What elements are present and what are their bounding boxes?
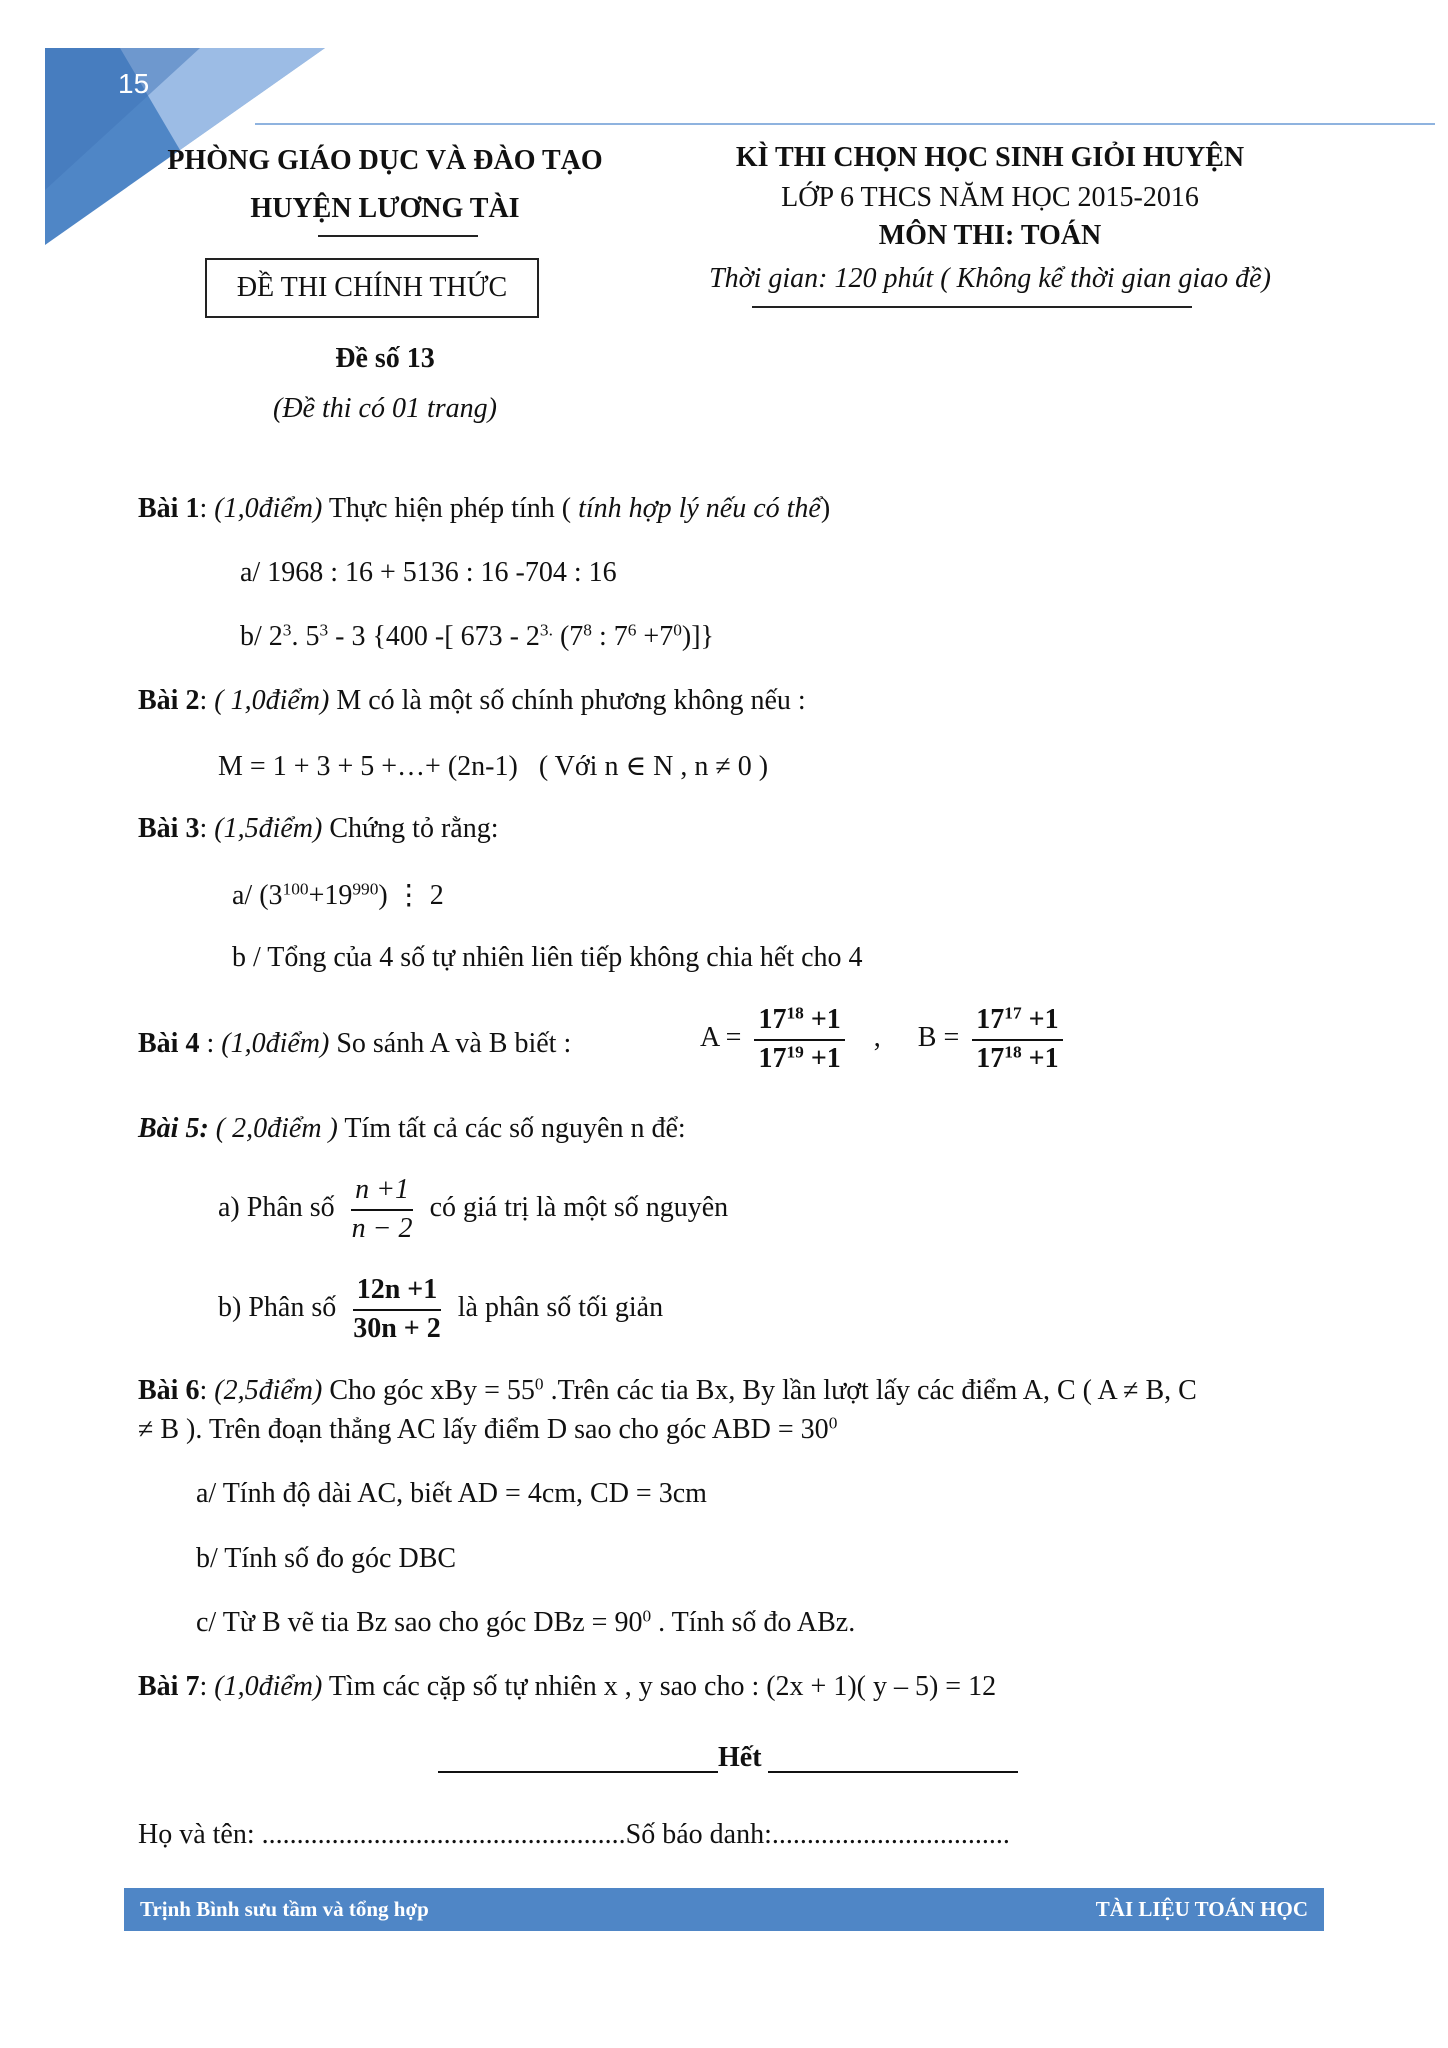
comma: , — [873, 1022, 881, 1054]
A-fraction — [754, 1005, 844, 1075]
end-label: Hết — [718, 1742, 762, 1773]
exponent: 3 — [319, 620, 329, 640]
exponent: 3 — [282, 620, 292, 640]
B-label: B = — [917, 1022, 960, 1054]
problem-2: Bài 2: ( 1,0điểm) M có là một số chính phương không nếu : — [138, 685, 806, 716]
grade-year: LỚP 6 THCS NĂM HỌC 2015-2016 — [781, 182, 1199, 213]
problem-7-label: Bài 7 — [138, 1671, 200, 1702]
text-run: b) Phân số — [218, 1292, 337, 1324]
problem-6-points: (2,5điểm) — [214, 1375, 323, 1406]
fraction-A — [700, 1005, 1069, 1075]
problem-4-label: Bài 4 — [138, 1028, 200, 1059]
exponent: 100 — [282, 879, 309, 899]
text-run: . Tính số đo ABz. — [651, 1607, 856, 1638]
time-underline — [752, 306, 1192, 308]
problem-4: Bài 4 : (1,0điểm) So sánh A và B biết : — [138, 1028, 572, 1059]
fraction-5a — [348, 1175, 417, 1245]
A-denominator — [754, 1041, 844, 1075]
problem-3-points: (1,5điểm) — [214, 813, 323, 844]
A-label: A = — [700, 1022, 742, 1054]
exponent: 990 — [352, 879, 379, 899]
problem-5a — [218, 1175, 728, 1245]
department-name: PHÒNG GIÁO DỤC VÀ ĐÀO TẠO — [167, 145, 603, 176]
text-run: là phân số tối giản — [457, 1292, 664, 1324]
text-run: +19 — [308, 880, 353, 911]
problem-3: Bài 3: (1,5điểm) Chứng tỏ rằng: — [138, 813, 499, 844]
rest: +1 — [803, 1042, 841, 1074]
denominator: n − 2 — [351, 1212, 413, 1244]
base: 17 — [758, 1042, 787, 1074]
exponent: 0 — [828, 1413, 838, 1433]
problem-6: Bài 6: (2,5điểm) Cho góc xBy = $55^0$ .Trên các tia Bx, By lần lượt lấy các điểm A, C ( A ≠ B, C — [138, 1374, 1197, 1406]
problem-4-points: (1,0điểm) — [221, 1028, 330, 1059]
exponent: 0 — [642, 1606, 652, 1626]
problem-1-label: Bài 1 — [138, 493, 200, 524]
rest: +1 — [1021, 1042, 1059, 1074]
problem-3-text: Chứng tỏ rằng: — [329, 813, 499, 844]
district-name: HUYỆN LƯƠNG TÀI — [250, 193, 520, 224]
problem-1-note: tính hợp lý nếu có thể — [578, 493, 821, 524]
official-exam-box — [205, 258, 539, 318]
end-rule-left — [438, 1771, 718, 1773]
B-numerator — [972, 1005, 1062, 1041]
exponent: 19 — [786, 1042, 804, 1062]
B-denominator — [972, 1041, 1062, 1075]
problem-1-close: ) — [820, 493, 831, 524]
rest: +1 — [803, 1004, 841, 1035]
problem-5b — [218, 1275, 663, 1345]
problem-1: Bài 1: (1,0điểm) Thực hiện phép tính ( tính hợp lý nếu có thể) — [138, 493, 831, 524]
problem-1a: a/ 1968 : 16 + 5136 : 16 -704 : 16 — [240, 557, 617, 588]
footer-brand: TÀI LIỆU TOÁN HỌC — [1095, 1897, 1308, 1921]
base: 17 — [758, 1004, 787, 1035]
text-run: Cho góc xBy = 55 — [329, 1375, 535, 1406]
pages-note: (Đề thi có 01 trang) — [273, 393, 497, 424]
problem-6-line2 — [138, 1414, 837, 1446]
exam-title: KÌ THI CHỌN HỌC SINH GIỎI HUYỆN — [735, 142, 1245, 173]
B-fraction — [972, 1005, 1062, 1075]
text-run: )]} — [681, 621, 714, 652]
problem-2-points: ( 1,0điểm) — [214, 685, 330, 716]
problem-2-text: M có là một số chính phương không nếu : — [336, 685, 806, 716]
problem-1-points: (1,0điểm) — [214, 493, 323, 524]
problem-6b: b/ Tính số đo góc DBC — [196, 1543, 457, 1574]
problem-6a: a/ Tính độ dài AC, biết AD = 4cm, CD = 3cm — [196, 1478, 707, 1509]
exponent: 0 — [673, 620, 682, 640]
text-run: ) ⋮ 2 — [378, 880, 444, 911]
problem-3a — [232, 878, 444, 912]
exponent: 18 — [786, 1003, 804, 1023]
A-numerator — [754, 1005, 844, 1041]
text-run: b/ 2 — [240, 621, 283, 652]
exponent: 17 — [1004, 1003, 1022, 1023]
problem-2-label: Bài 2 — [138, 685, 200, 716]
official-exam-label: ĐỀ THI CHÍNH THỨC — [236, 272, 508, 303]
problem-7-points: (1,0điểm) — [214, 1671, 323, 1702]
district-underline — [318, 235, 478, 237]
problem-2-formula: M = 1 + 3 + 5 +…+ (2n-1) ( Với n ∈ N , n ≠ 0 ) — [218, 751, 769, 782]
problem-1-text: Thực hiện phép tính ( — [328, 493, 572, 524]
footer-bar — [124, 1888, 1324, 1931]
exam-number: Đề số 13 — [335, 343, 435, 374]
text-run: ≠ B ). Trên đoạn thẳng AC lấy điểm D sao cho góc ABD = 30 — [138, 1414, 829, 1445]
numerator: n +1 — [351, 1175, 413, 1211]
text-run: .Trên các tia Bx, By lần lượt lấy các điểm A, C ( A ≠ B, C — [543, 1375, 1197, 1406]
problem-5-points: ( 2,0điểm ) — [215, 1113, 338, 1144]
text-run: . 5 — [291, 621, 320, 652]
rest: +1 — [1021, 1004, 1059, 1035]
exponent: 8 — [583, 620, 592, 640]
text-run: - 3 {400 -[ 673 - 2 — [328, 621, 540, 652]
text-run: c/ Từ B vẽ tia Bz sao cho góc DBz = 90 — [196, 1607, 643, 1638]
denominator: 30n + 2 — [353, 1312, 441, 1344]
problem-6-label: Bài 6 — [138, 1375, 200, 1406]
text-run: (7 — [552, 621, 584, 652]
text-run: a) Phân số — [218, 1192, 335, 1224]
problem-3-label: Bài 3 — [138, 813, 200, 844]
text-run: có giá trị là một số nguyên — [429, 1192, 729, 1224]
exponent: 0 — [534, 1374, 544, 1394]
problem-5 — [138, 1113, 686, 1145]
problem-1b — [240, 621, 714, 653]
end-rule-right — [768, 1771, 1018, 1773]
text-run: +7 — [636, 621, 674, 652]
problem-5-label: Bài 5: — [138, 1113, 209, 1144]
problem-5-text: Tím tất cả các số nguyên n để: — [344, 1113, 686, 1144]
problem-7: Bài 7: (1,0điểm) Tìm các cặp số tự nhiên x , y sao cho : (2x + 1)( y – 5) = 12 — [138, 1671, 997, 1702]
fraction-5b — [349, 1275, 445, 1345]
subject: MÔN THI: TOÁN — [878, 220, 1102, 251]
exponent: 6 — [627, 620, 637, 640]
exponent: 3. — [539, 620, 553, 640]
text-run: : 7 — [591, 621, 628, 652]
exam-time: Thời gian: 120 phút ( Không kể thời gian giao đề) — [709, 263, 1271, 294]
candidate-line: Họ và tên: ....................................................Số báo danh:.................................. — [138, 1819, 1010, 1850]
base: 17 — [976, 1042, 1005, 1074]
problem-4-text: So sánh A và B biết : — [336, 1028, 572, 1059]
base: 17 — [976, 1004, 1005, 1035]
header-rule — [255, 123, 1435, 125]
page-number: 15 — [118, 68, 150, 99]
exponent: 18 — [1004, 1042, 1022, 1062]
footer-credit: Trịnh Bình sưu tầm và tổng hợp — [140, 1897, 429, 1921]
problem-3b: b / Tổng của 4 số tự nhiên liên tiếp không chia hết cho 4 — [232, 942, 863, 973]
problem-7-text: Tìm các cặp số tự nhiên x , y sao cho : (2x + 1)( y – 5) = 12 — [328, 1671, 997, 1702]
numerator: 12n +1 — [353, 1275, 442, 1311]
text-run: a/ (3 — [232, 880, 283, 911]
problem-6c — [196, 1607, 855, 1639]
